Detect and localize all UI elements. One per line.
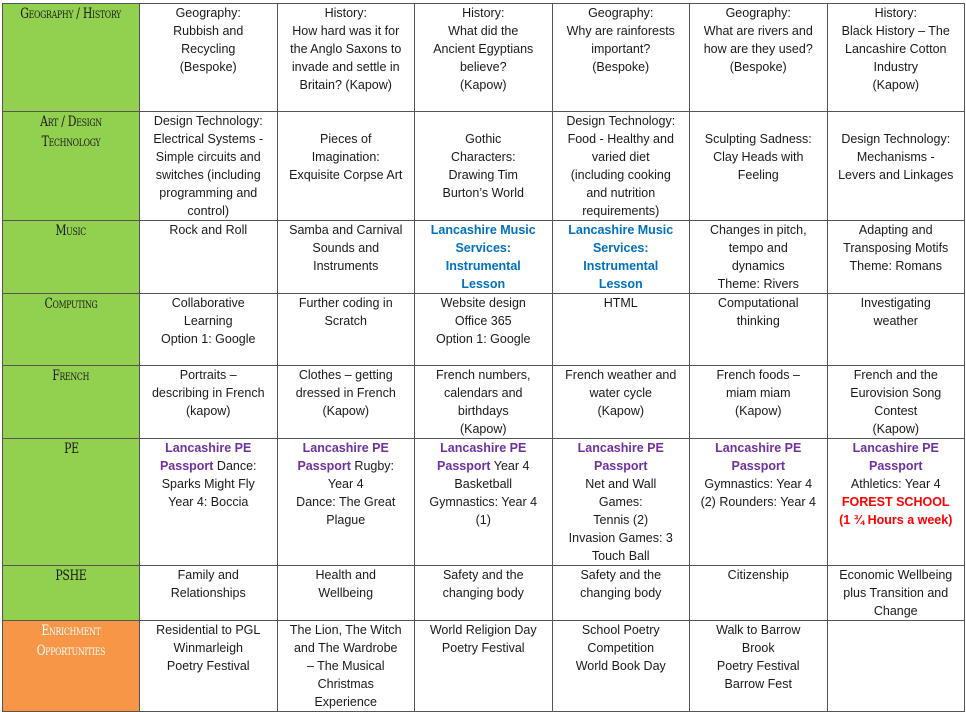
- topic-cell: French and the Eurovision Song Contest (Kapow): [827, 366, 965, 439]
- topic-cell: Adapting and Transposing Motifs Theme: Romans: [827, 221, 965, 294]
- topic-cell: Gothic Characters: Drawing Tim Burton’s World: [415, 112, 553, 221]
- topic-cell: Portraits – describing in French (kapow): [140, 366, 278, 439]
- topic-cell: Computational thinking: [690, 294, 828, 366]
- subject-label: Music: [55, 223, 87, 239]
- pe-passport-heading: Lancashire PE Passport: [852, 441, 939, 473]
- forest-school-note: FOREST SCHOOL (1 ¾ Hours a week): [839, 495, 953, 527]
- topic-cell: Clothes – getting dressed in French (Kapow): [277, 366, 415, 439]
- topic-text: Gymnastics: Year 4 (2) Rounders: Year 4: [700, 477, 816, 509]
- pe-passport-heading: Lancashire PE Passport: [437, 441, 527, 473]
- topic-cell: The Lion, The Witch and The Wardrobe – The Musical Christmas Experience: [277, 621, 415, 712]
- topic-cell: [827, 439, 965, 566]
- topic-cell: Further coding in Scratch: [277, 294, 415, 366]
- row-french: [3, 366, 965, 439]
- topic-cell: Sculpting Sadness: Clay Heads with Feeling: [690, 112, 828, 221]
- subject-label: Art / Design Technology: [40, 114, 102, 150]
- subject-cell-french: [3, 366, 140, 439]
- topic-cell: Design Technology: Mechanisms - Levers and Linkages: [827, 112, 965, 221]
- pe-passport-heading: Lancashire PE Passport: [297, 441, 389, 473]
- topic-text: Athletics: Year 4: [850, 477, 941, 491]
- subject-label: Computing: [44, 296, 98, 312]
- subject-label: Geography / History: [20, 6, 122, 22]
- topic-cell: Investigating weather: [827, 294, 965, 366]
- pe-passport-heading: Lancashire PE Passport: [577, 441, 664, 473]
- pe-passport-heading: Lancashire PE Passport: [159, 441, 252, 473]
- topic-cell: [140, 439, 278, 566]
- subject-label: Enrichment Opportunities: [36, 623, 106, 659]
- row-art-design-technology: [3, 112, 965, 221]
- topic-cell: Design Technology: Electrical Systems - Simple circuits and switches (including programming and control): [140, 112, 278, 221]
- topic-cell-music-services: Lancashire Music Services: Instrumental Lesson: [552, 221, 690, 294]
- topic-text: Net and Wall Games: Tennis (2) Invasion Games: 3 Touch Ball: [568, 477, 673, 563]
- topic-cell: Family and Relationships: [140, 566, 278, 621]
- subject-cell-geography-history: [3, 4, 140, 112]
- curriculum-table: [2, 3, 965, 712]
- topic-cell: History: How hard was it for the Anglo Saxons to invade and settle in Britain? (Kapow): [277, 4, 415, 112]
- row-pe: [3, 439, 965, 566]
- row-computing: [3, 294, 965, 366]
- topic-cell: History: Black History – The Lancashire Cotton Industry (Kapow): [827, 4, 965, 112]
- topic-cell: French foods – miam miam (Kapow): [690, 366, 828, 439]
- topic-cell: Residential to PGL Winmarleigh Poetry Festival: [140, 621, 278, 712]
- topic-cell: [690, 439, 828, 566]
- row-geography-history: [3, 4, 965, 112]
- topic-cell: Economic Wellbeing plus Transition and Change: [827, 566, 965, 621]
- row-music: [3, 221, 965, 294]
- subject-cell-enrichment: [3, 621, 140, 712]
- topic-cell: Collaborative Learning Option 1: Google: [140, 294, 278, 366]
- topic-cell: [277, 439, 415, 566]
- subject-cell-music: [3, 221, 140, 294]
- topic-cell: [552, 439, 690, 566]
- subject-label: PE: [63, 441, 79, 457]
- subject-label: French: [52, 368, 90, 384]
- topic-cell: Geography: Why are rainforests important? (Bespoke): [552, 4, 690, 112]
- topic-cell: History: What did the Ancient Egyptians believe? (Kapow): [415, 4, 553, 112]
- row-pshe: [3, 566, 965, 621]
- topic-cell: Changes in pitch, tempo and dynamics Theme: Rivers: [690, 221, 828, 294]
- topic-cell: [415, 439, 553, 566]
- subject-cell-pshe: [3, 566, 140, 621]
- topic-cell: Design Technology: Food - Healthy and varied diet (including cooking and nutrition requirements): [552, 112, 690, 221]
- topic-cell: Geography: Rubbish and Recycling (Bespoke): [140, 4, 278, 112]
- topic-cell: Rock and Roll: [140, 221, 278, 294]
- topic-cell: Safety and the changing body: [415, 566, 553, 621]
- topic-cell: Website design Office 365 Option 1: Google: [415, 294, 553, 366]
- topic-text: Dance: Sparks Might Fly Year 4: Boccia: [161, 459, 257, 509]
- topic-cell: School Poetry Competition World Book Day: [552, 621, 690, 712]
- pe-passport-heading: Lancashire PE Passport: [715, 441, 802, 473]
- topic-cell: French weather and water cycle (Kapow): [552, 366, 690, 439]
- topic-cell: Samba and Carnival Sounds and Instruments: [277, 221, 415, 294]
- topic-text: Rugby: Year 4 Dance: The Great Plague: [296, 459, 396, 527]
- subject-cell-art-dt: [3, 112, 140, 221]
- subject-cell-computing: [3, 294, 140, 366]
- topic-cell: Citizenship: [690, 566, 828, 621]
- topic-cell: Pieces of Imagination: Exquisite Corpse Art: [277, 112, 415, 221]
- topic-cell: Safety and the changing body: [552, 566, 690, 621]
- subject-label: PSHE: [55, 568, 87, 584]
- topic-cell-music-services: Lancashire Music Services: Instrumental Lesson: [415, 221, 553, 294]
- topic-cell: Geography: What are rivers and how are they used? (Bespoke): [690, 4, 828, 112]
- topic-text: Year 4 Basketball Gymnastics: Year 4 (1): [429, 459, 538, 527]
- topic-cell-empty: [827, 621, 965, 712]
- topic-cell: French numbers, calendars and birthdays (Kapow): [415, 366, 553, 439]
- topic-cell: HTML: [552, 294, 690, 366]
- topic-cell: World Religion Day Poetry Festival: [415, 621, 553, 712]
- topic-cell: Health and Wellbeing: [277, 566, 415, 621]
- topic-cell: Walk to Barrow Brook Poetry Festival Barrow Fest: [690, 621, 828, 712]
- row-enrichment: [3, 621, 965, 712]
- subject-cell-pe: [3, 439, 140, 566]
